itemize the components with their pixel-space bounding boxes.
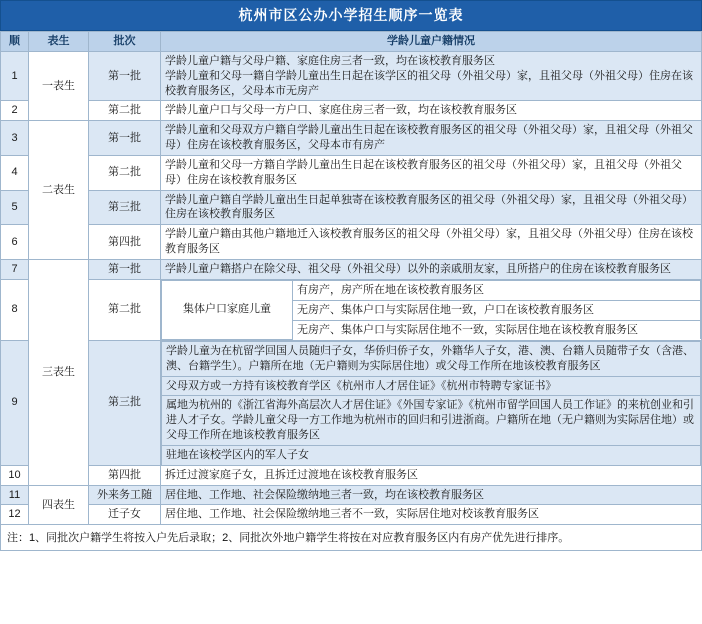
column-header-order: 顺 [1,32,29,52]
row-desc-4: 学龄儿童和父母一方籍自学龄儿童出生日起在该校教育服务区的祖父母（外祖父母）家，且祖父母（外祖父母）住房在该校教育服务区 [161,155,702,190]
row-desc-9 [161,340,702,465]
table-row [1,155,702,190]
subtable-row [162,280,701,300]
subtable-row [162,445,701,464]
row-desc-10: 拆迁过渡家庭子女，且拆迁过渡地在该校教育服务区 [161,465,702,485]
row-batch-3: 第一批 [89,121,161,156]
row-order-9: 9 [1,340,29,465]
third-batch-item-1: 学龄儿童为在杭留学回国人员随归子女，华侨归侨子女，外籍华人子女，港、澳、台籍人员随带子女（含港、澳、台籍学生）。户籍所在地（无户籍则为实际居住地）或父母工作所在地该校教育服务区 [162,341,701,376]
table-row [1,340,702,465]
row-desc-2: 学龄儿童户口与父母一方户口、家庭住房三者一致，均在该校教育服务区 [161,101,702,121]
row-order-3: 3 [1,121,29,156]
group-label-2: 二表生 [29,121,89,260]
subtable-row [162,376,701,396]
table-row [1,505,702,525]
row-desc-11: 居住地、工作地、社会保险缴纳地三者一致，均在该校教育服务区 [161,485,702,505]
column-header-situation: 学龄儿童户籍情况 [161,32,702,52]
table-row [1,465,702,485]
row-desc-5: 学龄儿童户籍自学龄儿童出生日起单独寄在该校教育服务区的祖父母（外祖父母）家，且祖父母（外祖父母）住房在该校教育服务区 [161,190,702,225]
table-row [1,190,702,225]
row-batch-1: 第一批 [89,51,161,101]
row-desc-3: 学龄儿童和父母双方户籍自学龄儿童出生日起在该校教育服务区的祖父母（外祖父母）家，且祖父母（外祖父母）住房在该校教育服务区，父母本市有房产 [161,121,702,156]
table-row [1,225,702,260]
group-label-1: 一表生 [29,51,89,120]
row-order-6: 6 [1,225,29,260]
row-desc-1-line-1: 学龄儿童户籍与父母户籍、家庭住房三者一致，均在该校教育服务区 [165,54,495,67]
table-row [1,51,702,101]
third-batch-item-2: 父母双方或一方持有该校教育学区《杭州市人才居住证》《杭州市特聘专家证书》 [162,376,701,396]
third-batch-subtable [161,341,701,465]
row-order-5: 5 [1,190,29,225]
table-row [1,259,702,279]
row-desc-1 [161,51,702,101]
row-order-12: 12 [1,505,29,525]
row-batch-2: 第二批 [89,101,161,121]
group-label-4: 四表生 [29,485,89,525]
row-batch-8: 第二批 [89,279,161,340]
row-batch-10: 第四批 [89,465,161,485]
row-order-7: 7 [1,259,29,279]
table-row [1,485,702,505]
row-batch-6: 第四批 [89,225,161,260]
row-desc-1-line-2: 学龄儿童和父母一籍自学龄儿童出生日起在该学区的祖父母（外祖父母）家，且祖父母（外祖父母）住房在该校教育服务区，父母本市无房产 [165,69,693,97]
row-order-1: 1 [1,51,29,101]
collective-household-item-3: 无房产、集体户口与实际居住地不一致，实际居住地在该校教育服务区 [293,320,701,339]
row-order-11: 11 [1,485,29,505]
row-order-8: 8 [1,279,29,340]
column-header-batch: 批次 [89,32,161,52]
row-order-10: 10 [1,465,29,485]
subtable-row [162,341,701,376]
group-label-3: 三表生 [29,259,89,485]
collective-household-label: 集体户口家庭儿童 [162,280,293,339]
subtable-row [162,396,701,446]
row-desc-6: 学龄儿童户籍由其他户籍地迁入该校教育服务区的祖父母（外祖父母）家，且祖父母（外祖父母）住房在该校教育服务区 [161,225,702,260]
row-desc-12: 居住地、工作地、社会保险缴纳地三者不一致，实际居住地对校该教育服务区 [161,505,702,525]
row-batch-7: 第一批 [89,259,161,279]
third-batch-item-4: 驻地在该校学区内的军人子女 [162,445,701,464]
row-batch-9: 第三批 [89,340,161,465]
table-row [1,279,702,340]
row-batch-12: 迁子女 [89,505,161,525]
table-row [1,101,702,121]
row-desc-7: 学龄儿童户籍搭户在除父母、祖父母（外祖父母）以外的亲戚朋友家，且所搭户的住房在该校教育服务区 [161,259,702,279]
row-batch-11: 外来务工随 [89,485,161,505]
column-header-type: 表生 [29,32,89,52]
row-order-2: 2 [1,101,29,121]
table-header-row [1,32,702,52]
collective-household-subtable [161,280,701,340]
collective-household-item-2: 无房产、集体户口与实际居住地一致，户口在该校教育服务区 [293,300,701,320]
row-order-4: 4 [1,155,29,190]
row-desc-8 [161,279,702,340]
footnote: 注：1、同批次户籍学生将按入户先后录取；2、同批次外地户籍学生将按在对应教育服务区内有房产优先进行排序。 [0,525,702,551]
third-batch-item-3: 属地为杭州的《浙江省海外高层次人才居住证》《外国专家证》《杭州市留学回国人员工作证》的来杭创业和引进人才子女。学龄儿童父母一方工作地为杭州市的回归和引进浙商。户籍所在地（无户籍则为实际居住地）或父母工作所在地该校教育服务区 [162,396,701,446]
admission-order-table [0,31,702,525]
row-batch-5: 第三批 [89,190,161,225]
table-row [1,121,702,156]
collective-household-item-1: 有房产，房产所在地在该校教育服务区 [293,280,701,300]
row-batch-4: 第二批 [89,155,161,190]
page-title: 杭州市区公办小学招生顺序一览表 [0,0,702,31]
